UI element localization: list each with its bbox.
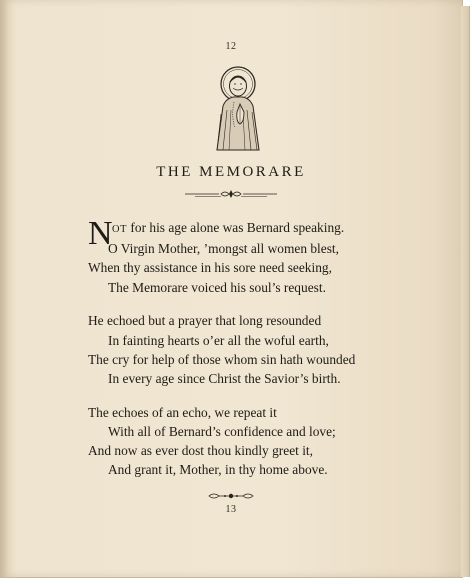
first-line-text: for his age alone was Bernard speaking.	[127, 220, 345, 235]
stanza-1	[88, 215, 428, 297]
title-ornament	[0, 187, 462, 205]
poem-line: And grant it, Mother, in thy home above.	[108, 462, 328, 478]
page-number-top: 12	[225, 41, 237, 52]
poem-line: The cry for help of those whom sin hath wounded	[88, 351, 356, 367]
poem-line: O Virgin Mother, ’mongst all women blest,	[108, 241, 339, 257]
page-title: THE MEMORARE	[156, 164, 306, 180]
poem-line: In fainting hearts o’er all the woful earth,	[108, 332, 329, 348]
saint-portrait-icon	[207, 64, 269, 152]
poem-line: He echoed but a prayer that long resounded	[88, 313, 322, 329]
stanza-3	[88, 403, 428, 480]
poem-line: The echoes of an echo, we repeat it	[88, 404, 277, 420]
page-number-bottom: 13	[225, 504, 237, 515]
poem-line: The Memorare voiced his soul’s request.	[108, 279, 326, 295]
poem	[88, 215, 428, 494]
stanza-2	[88, 311, 428, 388]
first-word-smallcaps: OT	[112, 224, 128, 235]
poem-line: With all of Bernard’s confidence and love;	[108, 423, 336, 439]
poem-line: And now as ever dost thou kindly greet it,	[88, 443, 313, 459]
drop-cap: N	[88, 215, 113, 252]
poem-line: In every age since Christ the Savior’s birth.	[108, 370, 341, 386]
poem-line: When thy assistance in his sore need seeking,	[88, 260, 332, 276]
